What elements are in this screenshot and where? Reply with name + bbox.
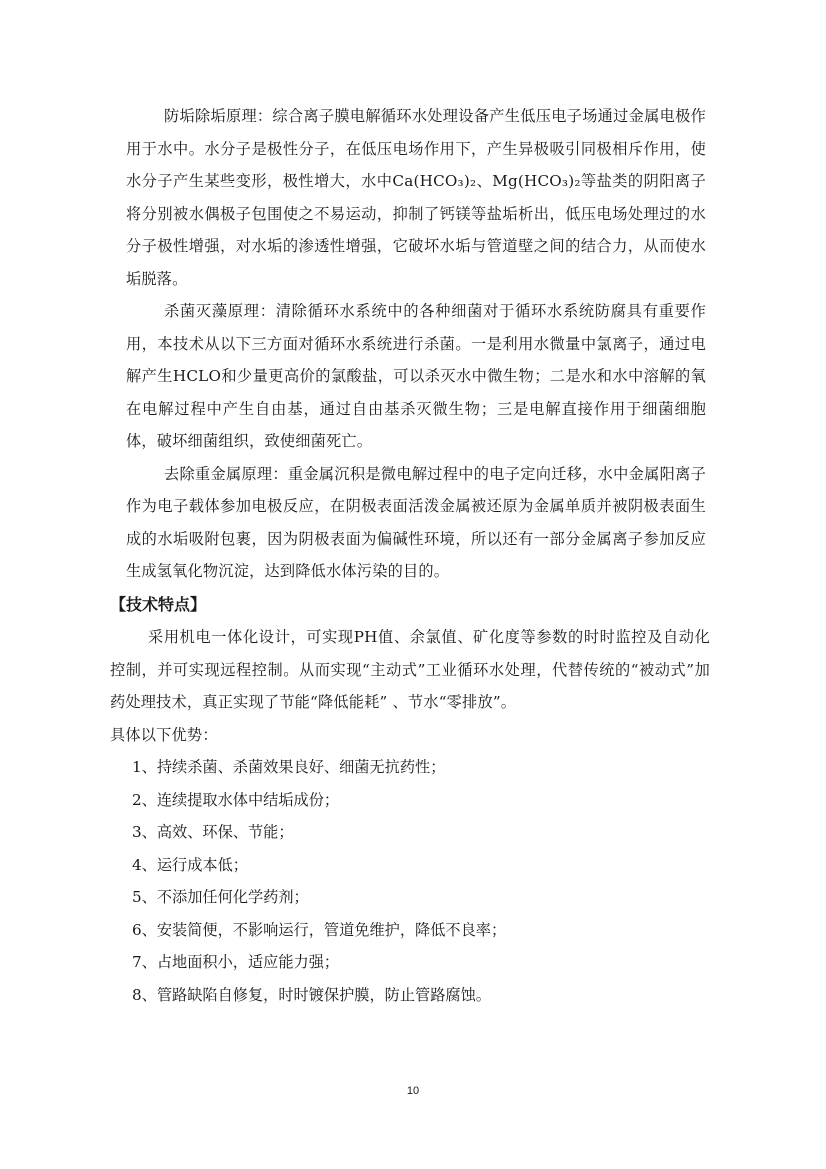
- paragraph-heavy-metal: 去除重金属原理：重金属沉积是微电解过程中的电子定向迁移，水中金属阳离子作为电子载体参加电极反应，在阴极表面活泼金属被还原为金属单质并被阴极表面生成的水垢吸附包裹，因为阴极表面为偏碱性环境，所以还有一部分金属离子参加反应生成氢氧化物沉淀，达到降低水体污染的目的。: [126, 464, 706, 580]
- tech-features-section: [110, 589, 710, 1011]
- paragraph-sterilization: 杀菌灭藻原理：清除循环水系统中的各种细菌对于循环水系统防腐具有重要作用，本技术从以下三方面对循环水系统进行杀菌。一是利用水微量中氯离子，通过电解产生HCLO和少量更高价的氯酸盐，可以杀灭水中微生物；二是水和水中溶解的氧在电解过程中产生自由基，通过自由基杀灭微生物；三是电解直接作用于细菌细胞体，破坏细菌组织，致使细菌死亡。: [126, 302, 706, 450]
- paragraph-scale-prevention: 防垢除垢原理：综合离子膜电解循环水处理设备产生低压电子场通过金属电极作用于水中。水分子是极性分子，在低压电场作用下，产生异极吸引同极相斥作用，使水分子产生某些变形，极性增大，水中Ca(HCO₃)₂、Mg(HCO₃)₂等盐类的阴阳离子将分别被水偶极子包围使之不易运动，抑制了钙镁等盐垢析出，低压电场处理过的水分子极性增强，对水垢的渗透性增强，它破坏水垢与管道壁之间的结合力，从而使水垢脱落。: [126, 107, 706, 288]
- advantage-item: 1、持续杀菌、杀菌效果良好、细菌无抗药性；: [132, 758, 446, 776]
- page-number: 10: [406, 1085, 420, 1097]
- advantage-item: 5、不添加任何化学药剂；: [132, 888, 309, 906]
- advantage-item: 4、运行成本低；: [132, 855, 248, 874]
- advantage-item: 3、高效、环保、节能；: [132, 823, 294, 841]
- advantage-item: 6、安装简便，不影响运行，管道免维护，降低不良率；: [132, 920, 507, 939]
- advantage-item: 7、占地面积小，适应能力强；: [132, 953, 340, 971]
- advantages-label: 具体以下优势：: [110, 725, 218, 744]
- body-text: [126, 100, 706, 588]
- advantage-item: 2、连续提取水体中结垢成份；: [132, 790, 340, 809]
- advantage-item: 8、管路缺陷自修复，时时镀保护膜，防止管路腐蚀。: [132, 985, 491, 1004]
- section-heading: 【技术特点】: [110, 595, 207, 614]
- section-intro: 采用机电一体化设计，可实现PH值、余氯值、矿化度等参数的时时监控及自动化控制，并可实现远程控制。从而实现“主动式”工业循环水处理，代替传统的“被动式”加药处理技术，真正实现了节能“降低能耗” 、节水“零排放”。: [110, 628, 710, 711]
